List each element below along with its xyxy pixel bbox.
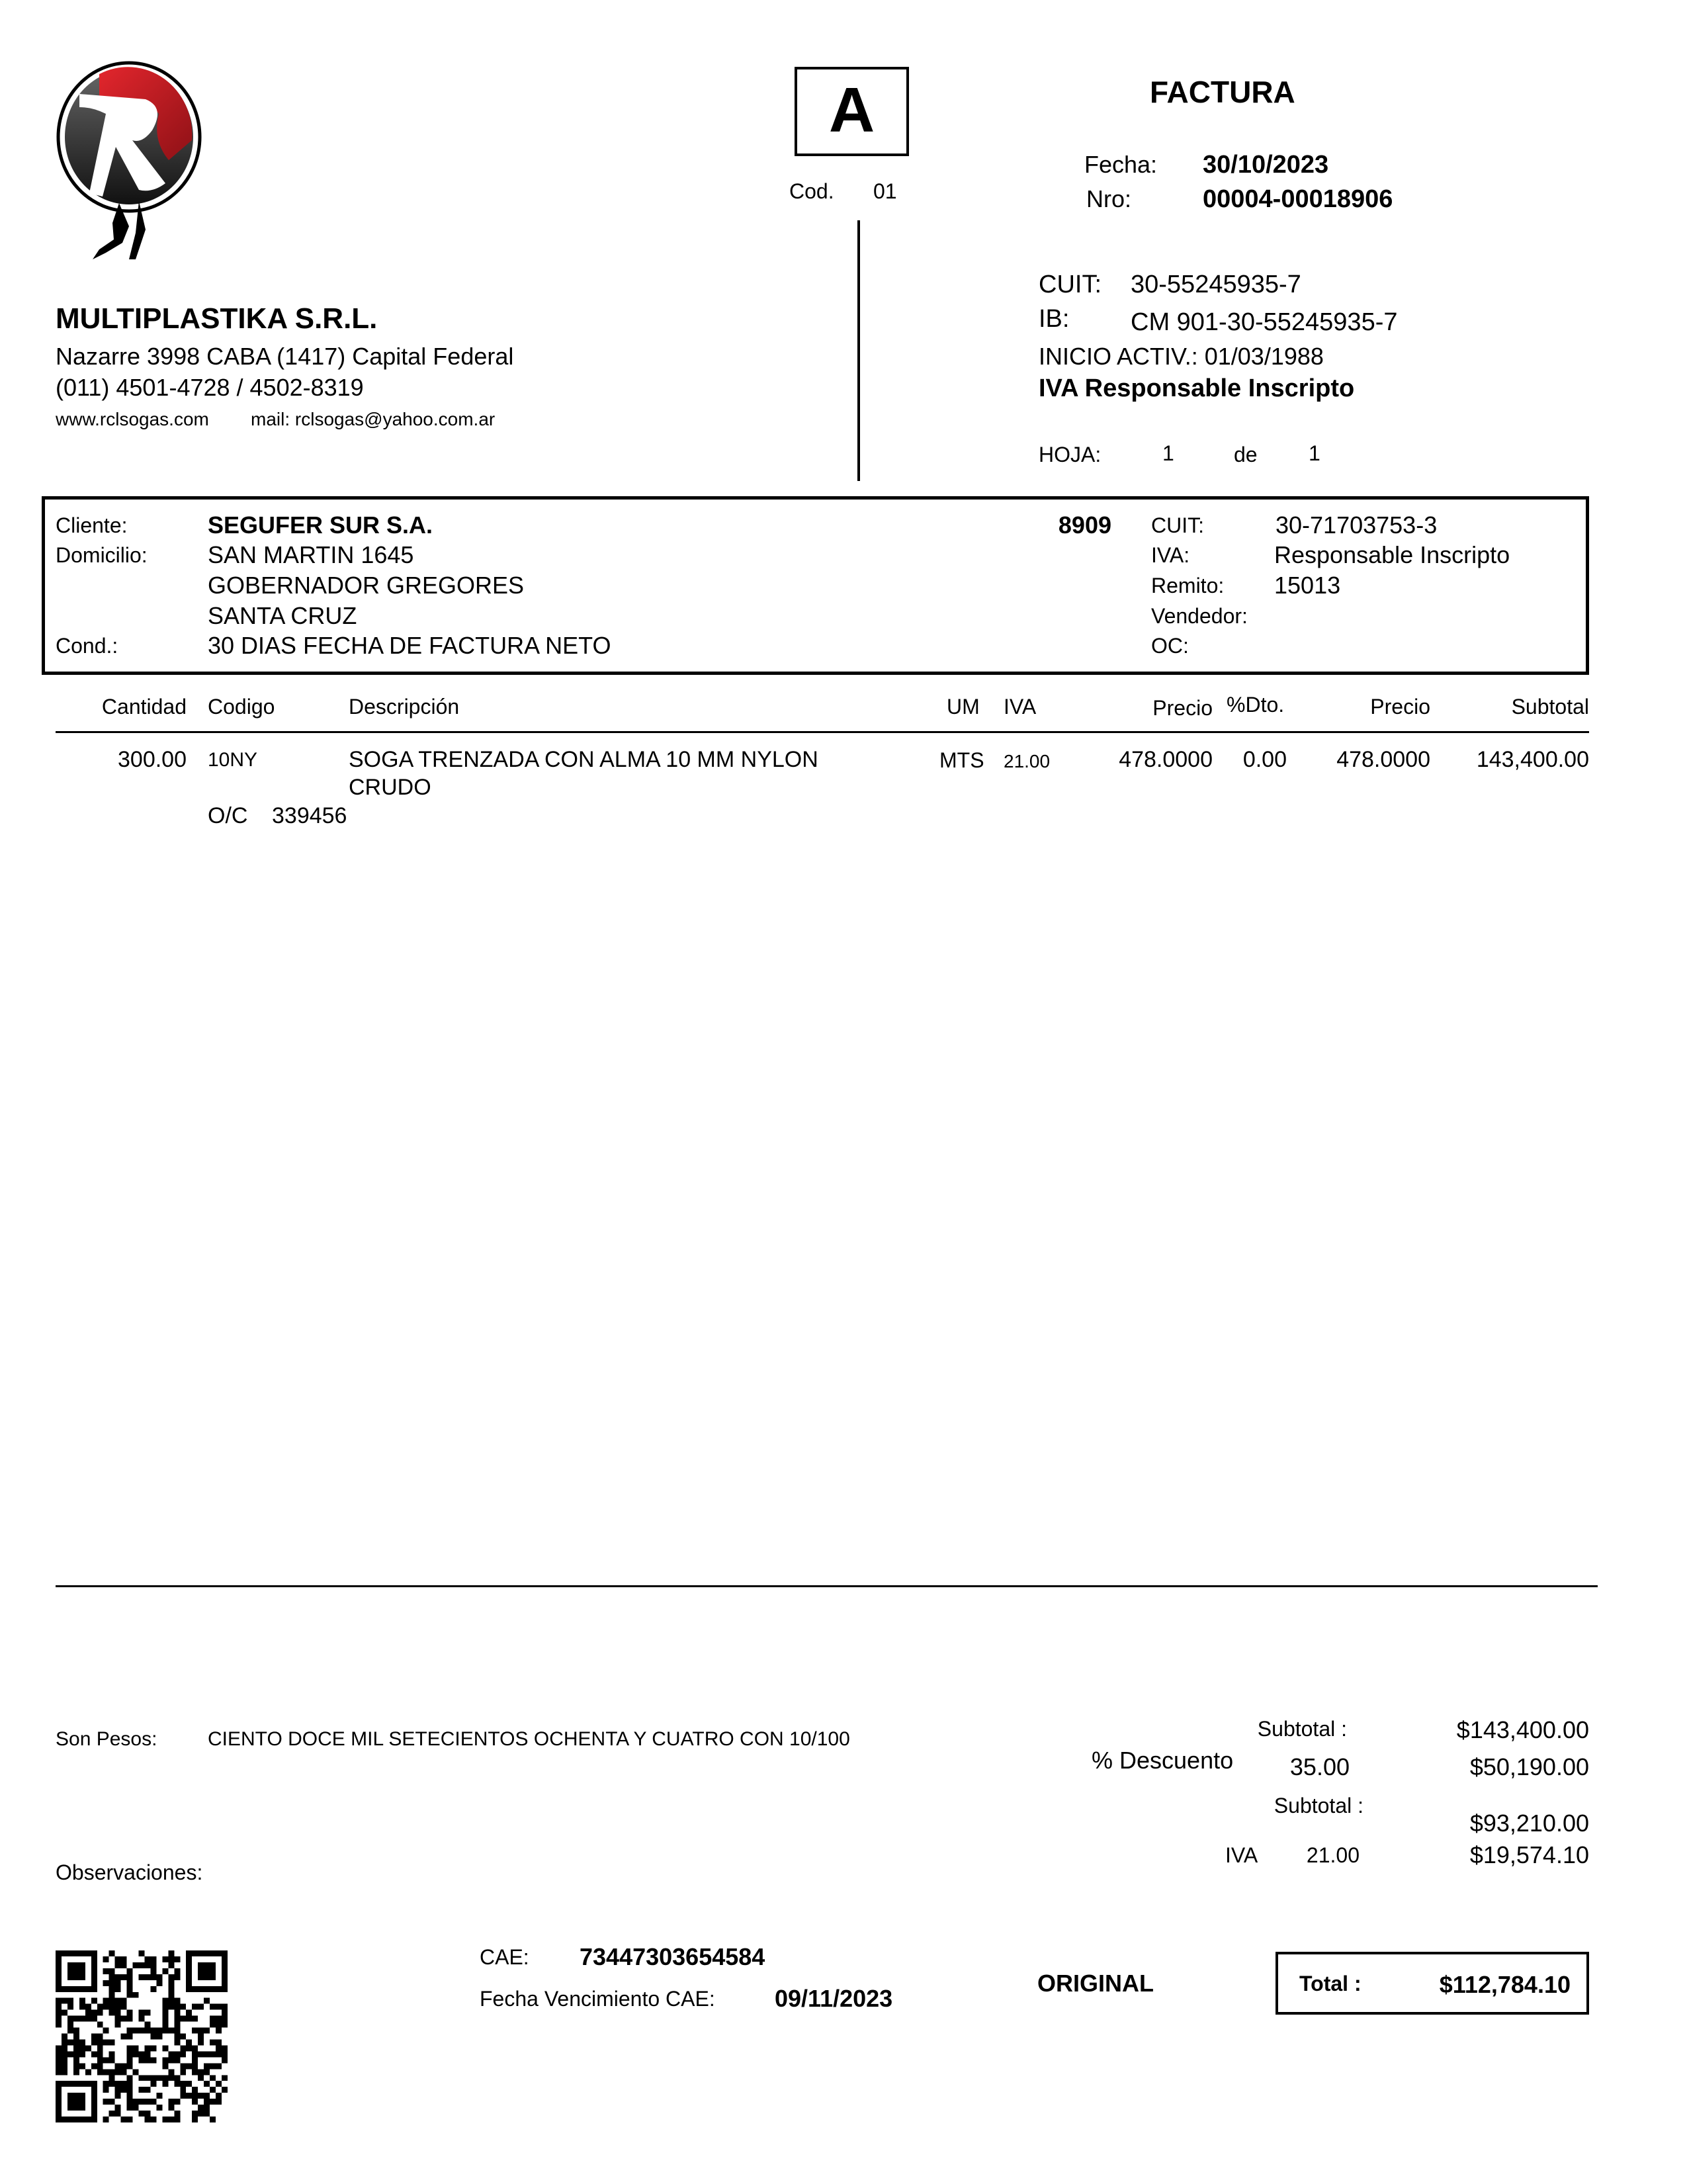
row-dto: 0.00	[1242, 747, 1287, 772]
domicilio-line-1: SAN MARTIN 1645	[208, 541, 414, 568]
ib-value: CM 901-30-55245935-7	[1131, 308, 1398, 336]
company-name: MULTIPLASTIKA S.R.L.	[56, 302, 378, 335]
iva-total-pct: 21.00	[1306, 1843, 1360, 1867]
fecha-label: Fecha:	[1084, 151, 1158, 178]
subtotal1-value: $143,400.00	[1456, 1716, 1589, 1743]
descuento-pct: 35.00	[1289, 1753, 1350, 1780]
descuento-label: % Descuento	[1092, 1747, 1234, 1774]
remito-value: 15013	[1274, 572, 1341, 599]
subtotal1-label: Subtotal :	[1257, 1717, 1347, 1741]
cae-value: 73447303654584	[580, 1943, 765, 1970]
subtotal2-value: $93,210.00	[1469, 1810, 1589, 1837]
iva-total-label: IVA	[1225, 1843, 1258, 1867]
col-header-descripcion: Descripción	[349, 695, 460, 719]
client-code: 8909	[1058, 511, 1111, 539]
col-header-iva: IVA	[1004, 695, 1037, 719]
row-um: MTS	[939, 748, 984, 772]
header-divider	[857, 220, 860, 481]
client-iva-value: Responsable Inscripto	[1274, 541, 1510, 568]
hoja-value: 1	[1162, 441, 1174, 465]
total-label: Total :	[1299, 1972, 1362, 1995]
col-header-precio-final: Precio	[1370, 695, 1430, 719]
fecha-value: 30/10/2023	[1203, 151, 1329, 179]
invoice-letter-box	[795, 67, 909, 156]
domicilio-label: Domicilio:	[56, 543, 148, 567]
col-header-subtotal: Subtotal	[1511, 695, 1589, 719]
doc-title: FACTURA	[1150, 75, 1295, 109]
col-header-dto: %Dto.	[1227, 693, 1285, 717]
hoja-label: HOJA:	[1039, 443, 1102, 466]
cliente-value: SEGUFER SUR S.A.	[208, 511, 433, 539]
total-value: $112,784.10	[1439, 1971, 1571, 1998]
footer-divider	[56, 1585, 1598, 1587]
observaciones-label: Observaciones:	[56, 1860, 203, 1884]
domicilio-line-2: GOBERNADOR GREGORES	[208, 572, 525, 599]
subtotal2-label: Subtotal :	[1274, 1794, 1363, 1817]
cuit-value: 30-55245935-7	[1131, 271, 1301, 298]
copy-label: ORIGINAL	[1037, 1970, 1154, 1997]
row-descripcion-2: CRUDO	[349, 775, 431, 800]
client-iva-label: IVA:	[1151, 543, 1190, 567]
cuit-label: CUIT:	[1039, 271, 1102, 298]
descuento-value: $50,190.00	[1469, 1753, 1589, 1780]
table-header-divider	[56, 731, 1589, 733]
cae-venc-label: Fecha Vencimiento CAE:	[480, 1987, 715, 2011]
client-cuit-value: 30-71703753-3	[1276, 511, 1438, 539]
client-cuit-label: CUIT:	[1151, 513, 1204, 537]
domicilio-line-3: SANTA CRUZ	[208, 602, 357, 629]
cae-venc-value: 09/11/2023	[775, 1985, 893, 2012]
row-descripcion-1: SOGA TRENZADA CON ALMA 10 MM NYLON	[349, 747, 818, 772]
row-oc-value: 339456	[272, 803, 347, 828]
row-codigo: 10NY	[208, 749, 258, 771]
de-label: de	[1234, 443, 1258, 466]
company-phone: (011) 4501-4728 / 4502-8319	[56, 374, 364, 401]
son-pesos-value: CIENTO DOCE MIL SETECIENTOS OCHENTA Y CUATRO CON 10/100	[208, 1728, 850, 1750]
invoice-letter: A	[828, 75, 875, 146]
iva-condition: IVA Responsable Inscripto	[1039, 374, 1355, 402]
row-iva: 21.00	[1004, 751, 1051, 771]
cod-value: 01	[873, 179, 897, 203]
company-web-link[interactable]: www.rclsogas.com	[56, 409, 209, 429]
hoja-total: 1	[1309, 441, 1320, 465]
row-precio-final: 478.0000	[1336, 747, 1430, 772]
cond-label: Cond.:	[56, 634, 118, 658]
company-logo	[53, 61, 205, 266]
nro-label: Nro:	[1086, 185, 1132, 212]
company-address: Nazarre 3998 CABA (1417) Capital Federal	[56, 343, 514, 370]
col-header-codigo: Codigo	[208, 695, 275, 719]
row-precio: 478.0000	[1119, 747, 1213, 772]
col-header-um: UM	[947, 695, 980, 719]
total-box	[1276, 1952, 1589, 2015]
qr-modules	[56, 1950, 228, 2122]
remito-label: Remito:	[1151, 574, 1225, 597]
cod-label: Cod.	[789, 179, 834, 203]
col-header-cantidad: Cantidad	[101, 695, 187, 719]
row-cantidad: 300.00	[118, 747, 187, 772]
iva-total-value: $19,574.10	[1469, 1841, 1589, 1868]
ib-label: IB:	[1039, 305, 1070, 333]
cae-label: CAE:	[480, 1945, 529, 1969]
row-subtotal: 143,400.00	[1476, 747, 1589, 772]
nro-value: 00004-00018906	[1203, 185, 1393, 213]
row-oc-label: O/C	[208, 803, 248, 828]
cliente-label: Cliente:	[56, 513, 128, 537]
afip-qr-code	[56, 1947, 228, 2126]
inicio-actividades: INICIO ACTIV.: 01/03/1988	[1039, 343, 1324, 370]
oc-label: OC:	[1151, 634, 1189, 658]
company-mail-link[interactable]: mail: rclsogas@yahoo.com.ar	[251, 409, 496, 429]
vendedor-label: Vendedor:	[1151, 604, 1248, 628]
cond-value: 30 DIAS FECHA DE FACTURA NETO	[208, 632, 611, 659]
col-header-precio: Precio	[1152, 696, 1213, 720]
son-pesos-label: Son Pesos:	[56, 1728, 157, 1750]
